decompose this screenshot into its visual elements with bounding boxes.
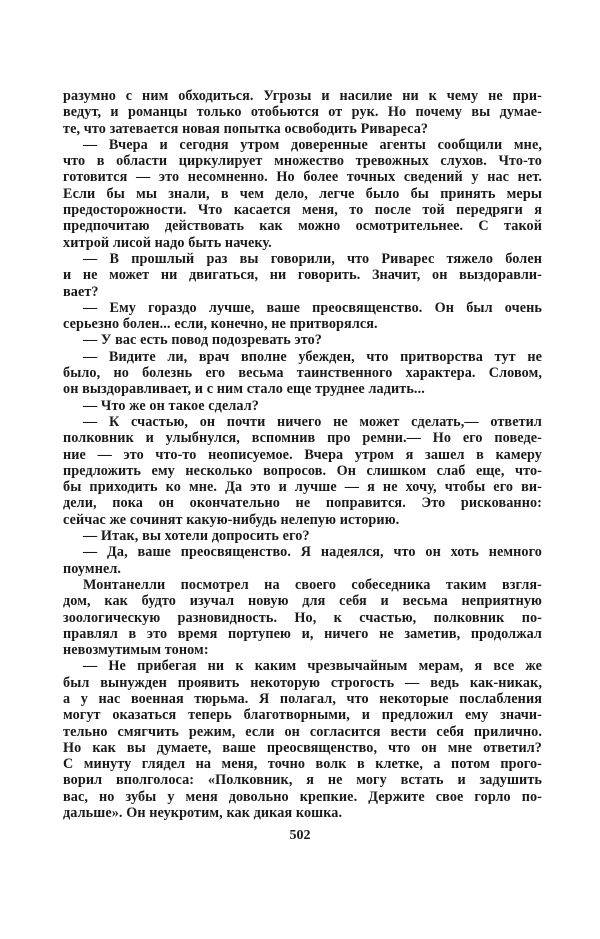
text-line: С минуту глядел на меня, точно волк в клетке, а потом прого- xyxy=(63,756,542,773)
text-line: тельно смягчить режим, если он согласится вести себя прилично. xyxy=(63,723,542,740)
text-line: невозмутимым тоном: xyxy=(63,642,209,659)
paragraph xyxy=(63,577,542,658)
text-line: — Ему гораздо лучше, ваше преосвященство. Он был очень xyxy=(83,299,542,316)
text-line: вас, но зубы у меня довольно крепкие. Держите свое горло по- xyxy=(63,788,542,805)
text-line: ведут, и романцы только отобьются от рук. Но почему вы думае- xyxy=(63,104,542,121)
text-line: — К счастью, он почти ничего не может сделать,— ответил xyxy=(83,413,542,430)
page-body-text xyxy=(63,88,542,821)
paragraph xyxy=(63,528,542,544)
text-line: Если бы мы знали, в чем дело, легче было бы принять меры xyxy=(63,185,542,202)
text-line: дом, как будто изучал новую для себя и весьма неприятную xyxy=(63,593,542,610)
paragraph xyxy=(63,300,542,333)
page-number: 502 xyxy=(289,828,311,843)
paragraph xyxy=(63,88,542,137)
text-line: а у нас военная тюрьма. Я полагал, что некоторые послабления xyxy=(63,690,542,707)
text-line: сейчас же сочинят какую-нибудь нелепую историю. xyxy=(63,511,400,528)
text-line: полковник и улыбнулся, вспомнив про ремни.— Но его поведе- xyxy=(63,430,542,447)
text-line: он выздоравливает, и с ним стало еще труднее ладить... xyxy=(63,381,425,398)
text-line: ние — это что-то неописуемое. Вчера утром я зашел в камеру xyxy=(63,446,542,463)
text-line: и не может ни двигаться, ни говорить. Значит, он выздоравли- xyxy=(63,267,542,284)
text-line: хитрой лисой надо быть начеку. xyxy=(63,234,272,251)
text-line: поумнел. xyxy=(63,560,122,577)
text-line: вает? xyxy=(63,283,99,300)
text-line: дели, пока он окончательно не поправится. Это рискованно: xyxy=(63,495,542,512)
text-line: предложить ему несколько вопросов. Он слишком слаб еще, что- xyxy=(63,462,542,479)
paragraph xyxy=(63,137,542,251)
text-line: предосторожности. Что касается меня, то после той передряги я xyxy=(63,202,542,219)
text-line: те, что затевается новая попытка освободить Ривареса? xyxy=(63,120,429,137)
text-line: — Итак, вы хотели допросить его? xyxy=(83,528,310,545)
text-line: бы приходить ко мне. Да это и лучше — я не хочу, чтобы его ви- xyxy=(63,479,542,496)
text-line: — Да, ваше преосвященство. Я надеялся, что он хоть немного xyxy=(83,544,542,561)
text-line: был вынужден проявить некоторую строгость — ведь как-никак, xyxy=(63,674,542,691)
text-line: готовится — это несомненно. Но более точных сведений у нас нет. xyxy=(63,169,542,186)
text-line: Монтанелли посмотрел на своего собеседника таким взгля- xyxy=(83,576,542,593)
paragraph xyxy=(63,414,542,528)
text-line: разумно с ним обходиться. Угрозы и насилие ни к чему не при- xyxy=(63,88,542,104)
paragraph xyxy=(63,658,542,821)
text-line: зоологическую разновидность. Но, к счастью, полковник по- xyxy=(63,609,542,626)
text-line: могут оказаться теперь благотворными, и предложил ему значи- xyxy=(63,707,542,724)
paragraph xyxy=(63,398,542,414)
text-line: — Вчера и сегодня утром доверенные агенты сообщили мне, xyxy=(83,136,542,153)
text-line: ворил вполголоса: «Полковник, я не могу встать и задушить xyxy=(63,772,542,789)
text-line: серьезно болен... если, конечно, не притворялся. xyxy=(63,316,378,333)
text-line: правлял в это время портупею и, ничего не заметив, продолжал xyxy=(63,625,542,642)
text-line: — В прошлый раз вы говорили, что Риварес тяжело болен xyxy=(83,250,542,267)
paragraph xyxy=(63,544,542,577)
text-line: Но как вы думаете, ваше преосвященство, что он мне ответил? xyxy=(63,739,542,756)
text-line: — Не прибегая ни к каким чрезвычайным мерам, я все же xyxy=(83,658,542,675)
paragraph xyxy=(63,332,542,348)
text-line: было, но болезнь его весьма таинственного характера. Словом, xyxy=(63,365,542,382)
text-line: дальше». Он неукротим, как дикая кошка. xyxy=(63,805,343,822)
text-line: — Видите ли, врач вполне убежден, что притворства тут не xyxy=(83,348,542,365)
text-line: что в области циркулирует множество тревожных слухов. Что-то xyxy=(63,153,542,170)
paragraph xyxy=(63,251,542,300)
text-line: — У вас есть повод подозревать это? xyxy=(83,332,322,349)
text-line: предпочитаю действовать как можно осмотрительнее. С такой xyxy=(63,218,542,235)
paragraph xyxy=(63,349,542,398)
text-line: — Что же он такое сделал? xyxy=(83,397,259,414)
